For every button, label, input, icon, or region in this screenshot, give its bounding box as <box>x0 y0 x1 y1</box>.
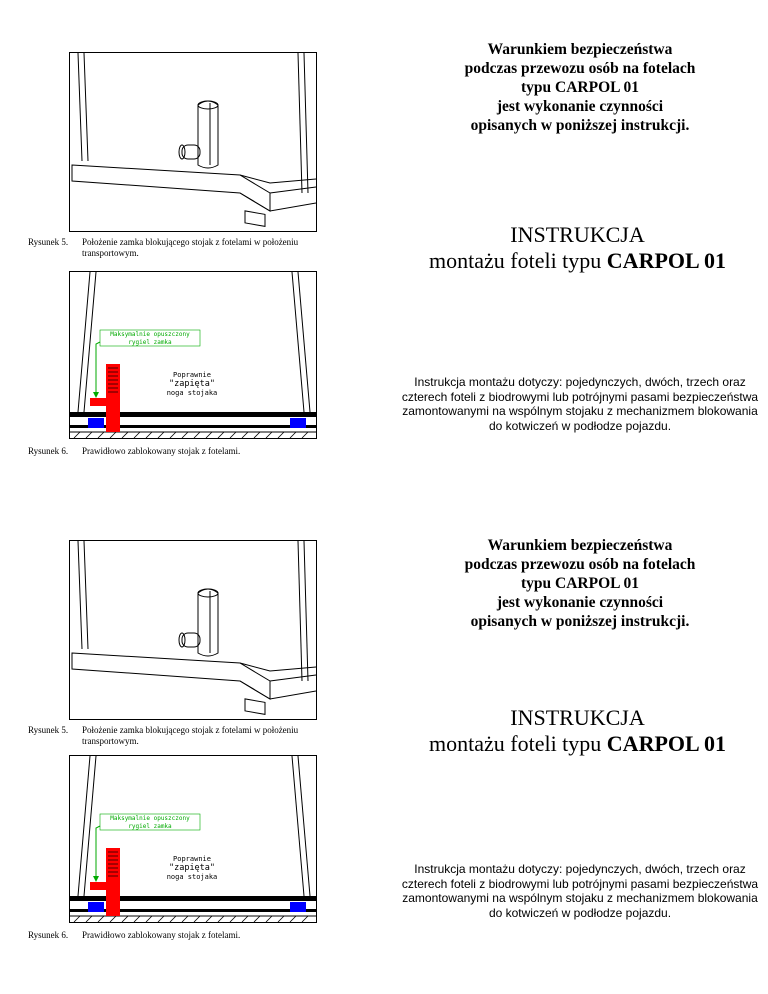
title-line-1: INSTRUKCJA <box>510 222 645 247</box>
warning-line: Warunkiem bezpieczeństwa <box>487 41 673 58</box>
annotation-max-bolt: Maksymalnie opuszczony <box>110 331 190 338</box>
floor-anchor-left <box>88 902 104 912</box>
title-prefix: montażu foteli typu <box>429 248 607 273</box>
figure-5-caption <box>28 725 348 747</box>
annotation-fastened: "zapięta" <box>168 863 216 873</box>
safety-warning <box>420 536 740 631</box>
annotation-leg: noga stojaka <box>166 873 218 881</box>
annotation-max-bolt-2: rygiel zamka <box>128 339 172 346</box>
figure-6-drawing <box>69 271 317 439</box>
figure-5-caption-text: Położenie zamka blokującego stojak z fotelami w położeniu <box>82 237 299 247</box>
locking-bolt <box>106 364 120 432</box>
figure-5-svg <box>70 53 316 231</box>
title-product: CARPOL 01 <box>606 731 726 756</box>
floor-anchor-left <box>88 418 104 428</box>
instruction-title <box>400 222 755 274</box>
figure-5-caption <box>28 237 348 259</box>
title-prefix: montażu foteli typu <box>429 731 607 756</box>
figure-6-drawing <box>69 755 317 923</box>
figure-6-svg <box>70 756 316 922</box>
warning-line: opisanych w poniższej instrukcji. <box>470 613 690 630</box>
floor-anchor-right <box>290 902 306 912</box>
warning-line: typu CARPOL 01 <box>521 79 639 96</box>
figure-5-caption-label: Rysunek 5. <box>28 725 69 735</box>
safety-warning <box>420 40 740 135</box>
figure-5-svg <box>70 541 316 719</box>
warning-line: jest wykonanie czynności <box>496 98 664 115</box>
annotation-correct: Poprawnie <box>173 855 211 863</box>
annotation-max-bolt-2: rygiel zamka <box>128 823 172 830</box>
figure-5-caption-text: Położenie zamka blokującego stojak z fotelami w położeniu <box>82 725 299 735</box>
annotation-fastened: "zapięta" <box>168 379 216 389</box>
title-line-2 <box>400 731 755 757</box>
annotation-max-bolt: Maksymalnie opuszczony <box>110 815 190 822</box>
figure-5-drawing <box>69 52 317 232</box>
locking-bolt <box>106 848 120 916</box>
figure-6-svg <box>70 272 316 438</box>
figure-6-caption-text: Prawidłowo zablokowany stojak z fotelami. <box>82 446 241 456</box>
instruction-title <box>400 705 755 757</box>
figure-5-drawing <box>69 540 317 720</box>
warning-line: Warunkiem bezpieczeństwa <box>487 537 673 554</box>
warning-line: jest wykonanie czynności <box>496 594 664 611</box>
figure-5-caption-text-2: transportowym. <box>82 736 139 746</box>
warning-line: podczas przewozu osób na fotelach <box>464 556 696 573</box>
figure-5-caption-text-2: transportowym. <box>82 248 139 258</box>
figure-6-caption-text: Prawidłowo zablokowany stojak z fotelami. <box>82 930 241 940</box>
figure-6-caption <box>28 930 348 941</box>
annotation-leg: noga stojaka <box>166 389 218 397</box>
floor-anchor-right <box>290 418 306 428</box>
instruction-description: Instrukcja montażu dotyczy: pojedynczych, dwóch, trzech oraz czterech foteli z biodrowymi lub potrójnymi pasami bezpieczeństwa zamontowanymi na wspólnym stojaku z mechanizmem blokowania do kotwiczeń w podłodze pojazdu. <box>401 862 759 920</box>
warning-line: opisanych w poniższej instrukcji. <box>470 117 690 134</box>
figure-6-caption <box>28 446 348 457</box>
annotation-correct: Poprawnie <box>173 371 211 379</box>
title-product: CARPOL 01 <box>606 248 726 273</box>
figure-6-caption-label: Rysunek 6. <box>28 446 69 456</box>
warning-line: typu CARPOL 01 <box>521 575 639 592</box>
title-line-1: INSTRUKCJA <box>510 705 645 730</box>
instruction-description: Instrukcja montażu dotyczy: pojedynczych, dwóch, trzech oraz czterech foteli z biodrowymi lub potrójnymi pasami bezpieczeństwa zamontowanymi na wspólnym stojaku z mechanizmem blokowania do kotwiczeń w podłodze pojazdu. <box>401 375 759 433</box>
title-line-2 <box>400 248 755 274</box>
figure-5-caption-label: Rysunek 5. <box>28 237 69 247</box>
warning-line: podczas przewozu osób na fotelach <box>464 60 696 77</box>
figure-6-caption-label: Rysunek 6. <box>28 930 69 940</box>
